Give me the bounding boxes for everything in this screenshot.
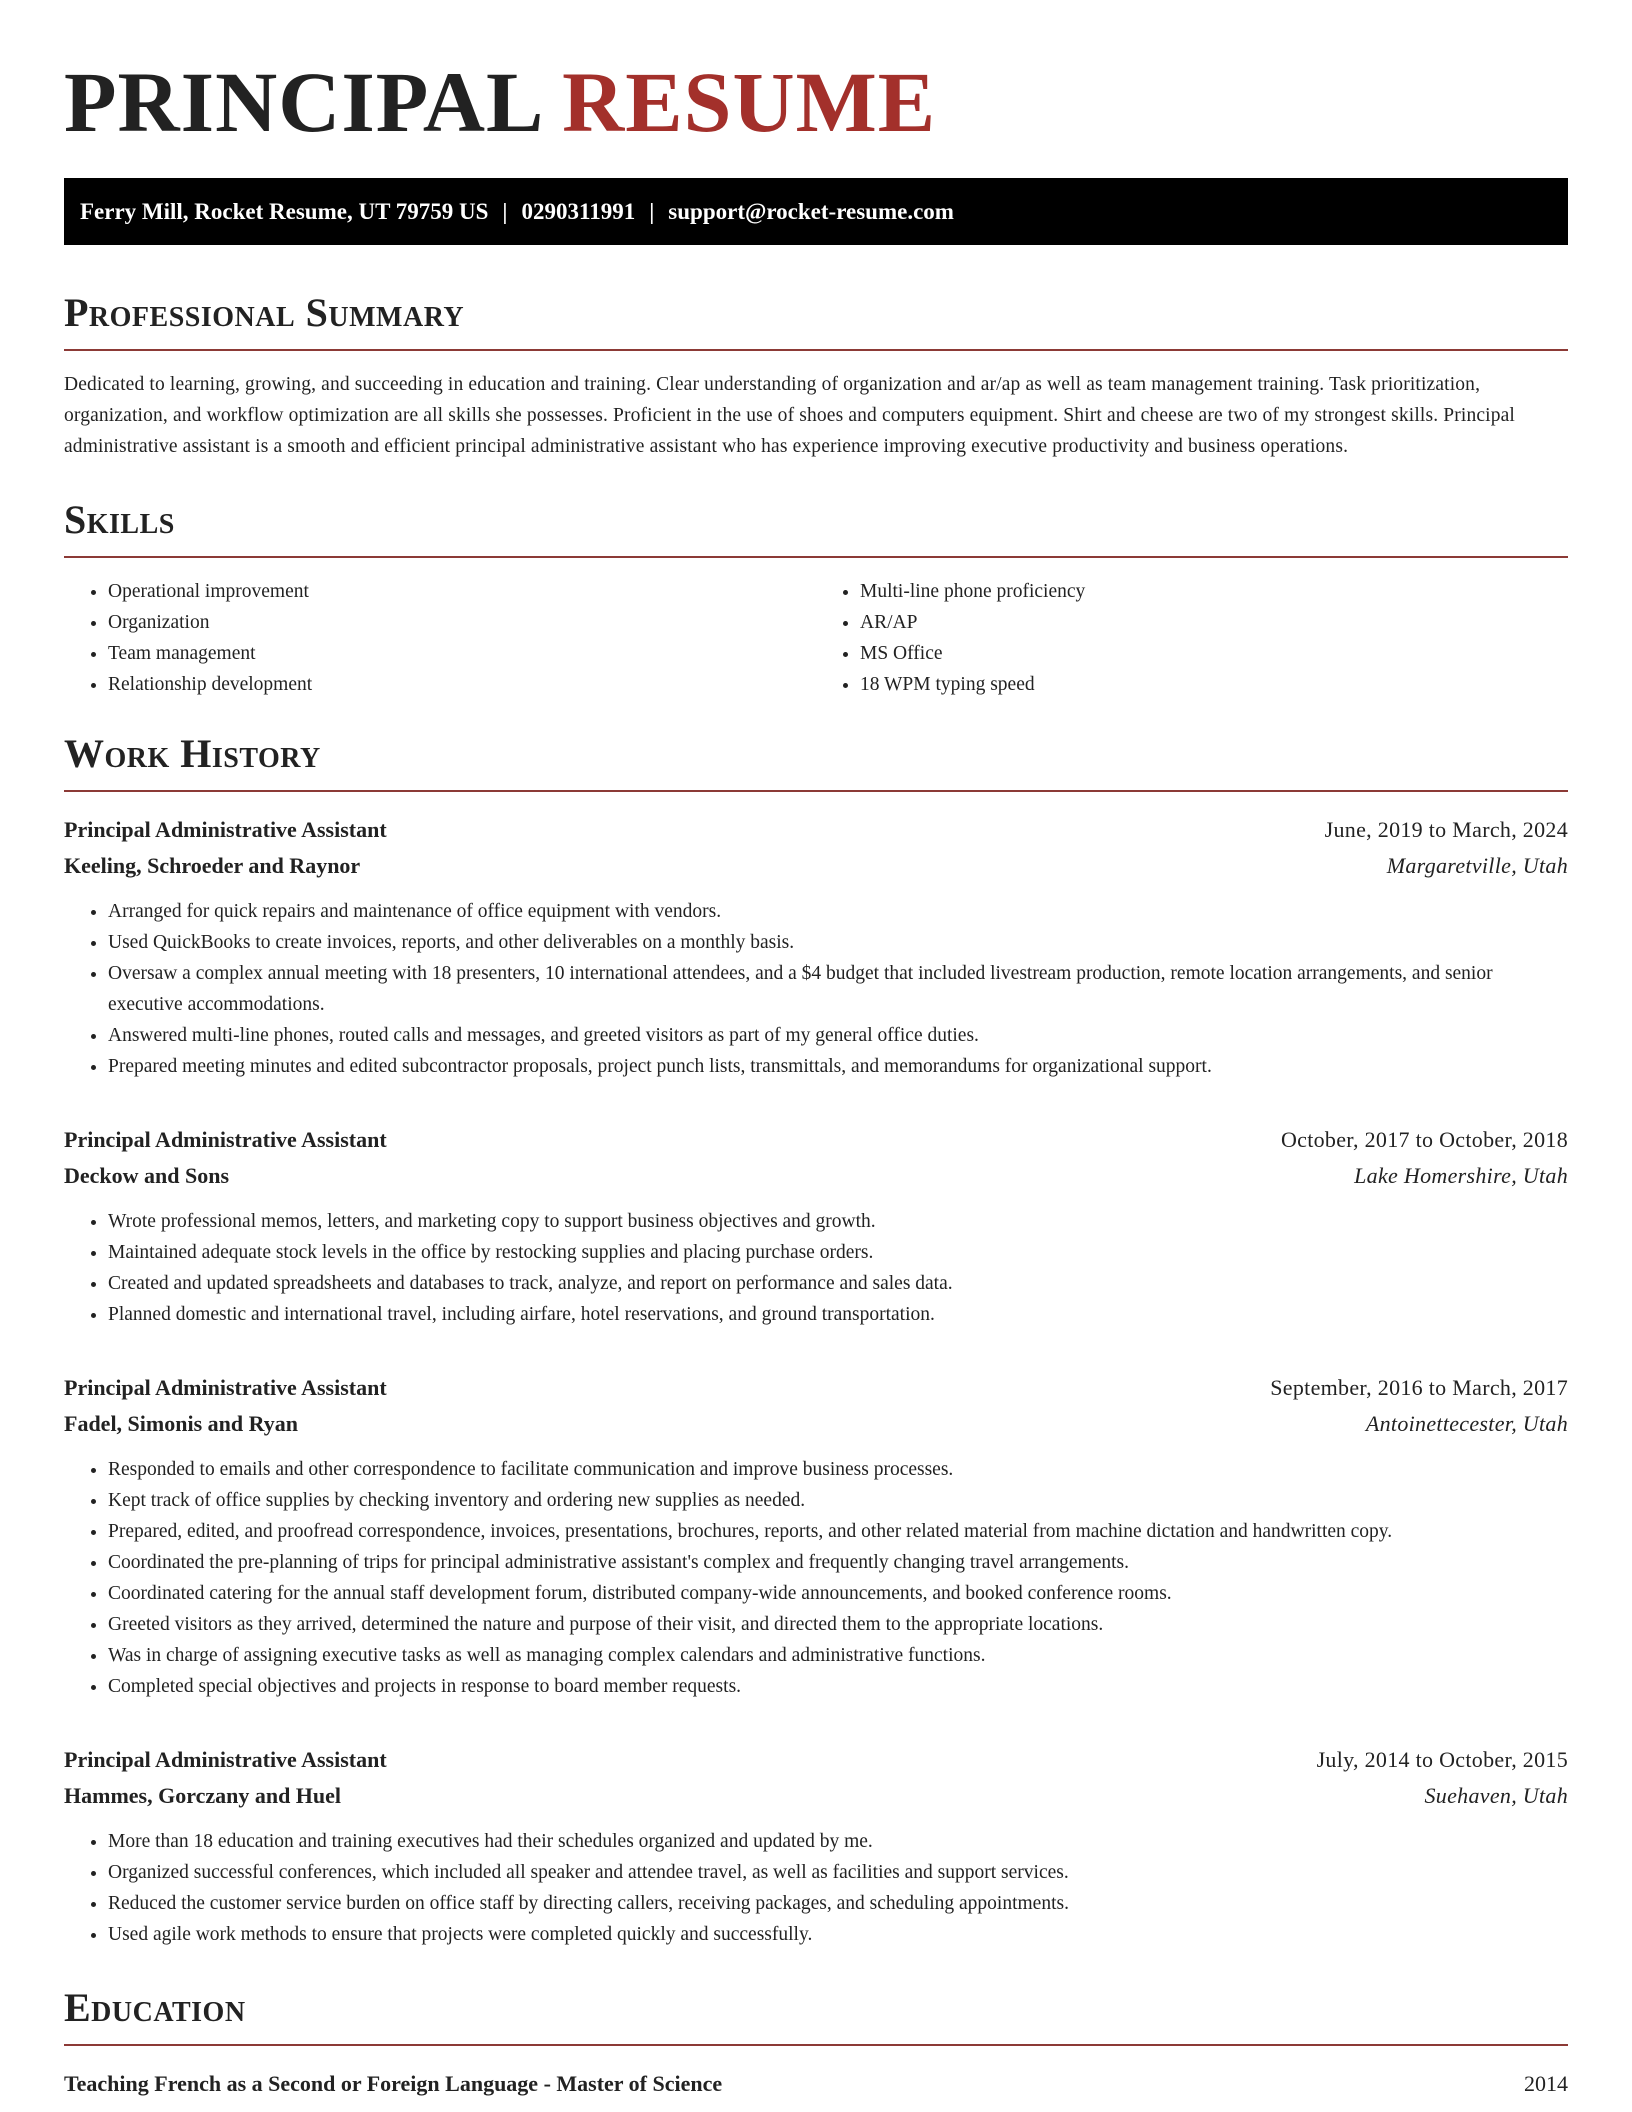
job-company-row (64, 1406, 1568, 1442)
job-duty: • Prepared, edited, and proofread correspondence, invoices, presentations, brochures, reports, and other related material from machine dictation and handwritten copy. (108, 1516, 1568, 1547)
job-company: Deckow and Sons (64, 1163, 230, 1188)
job-duty: • More than 18 education and training executives had their schedules organized and updated by me. (108, 1826, 1568, 1857)
section-divider (64, 349, 1568, 351)
job-header-row (64, 1742, 1568, 1778)
skill-item: • AR/AP (860, 607, 1568, 638)
section-divider (64, 790, 1568, 792)
job-duty: • Oversaw a complex annual meeting with 18 presenters, 10 international attendees, and a $4 budget that included livestream production, remote location arrangements, and senior executive accommodations. (108, 958, 1568, 1020)
contact-separator: | (649, 199, 655, 224)
job-company: Hammes, Gorczany and Huel (64, 1783, 342, 1808)
job-title: Principal Administrative Assistant (64, 1127, 387, 1152)
job-entry (64, 1742, 1568, 1950)
job-header-row (64, 1122, 1568, 1158)
job-title: Principal Administrative Assistant (64, 1747, 387, 1772)
education-degree: Teaching French as a Second or Foreign Language - Master of Science (64, 2071, 723, 2096)
skills-grid (64, 576, 1568, 700)
job-duty: • Greeted visitors as they arrived, determined the nature and purpose of their visit, and directed them to the appropriate locations. (108, 1609, 1568, 1640)
job-entry (64, 1370, 1568, 1702)
work-history-heading: Work History (64, 731, 321, 776)
job-dates: June, 2019 to March, 2024 (1324, 817, 1568, 842)
job-duty: • Organized successful conferences, which included all speaker and attendee travel, as well as facilities and support services. (108, 1857, 1568, 1888)
contact-bar (64, 178, 1568, 245)
job-duties-list (64, 1454, 1568, 1702)
job-duty: • Reduced the customer service burden on office staff by directing callers, receiving packages, and scheduling appointments. (108, 1888, 1568, 1919)
job-entry (64, 1122, 1568, 1330)
job-title: Principal Administrative Assistant (64, 1375, 387, 1400)
summary-text: Dedicated to learning, growing, and succeeding in education and training. Clear understanding of organization and ar/ap as well as team management training. Task prioritization, organization, and workflow optimization are all skills she possesses. Proficient in the use of shoes and computers equipment. Shirt and cheese are two of my strongest skills. Principal administrative assistant is a smooth and efficient principal administrative assistant who has experience improving executive productivity and business operations. (64, 374, 1515, 457)
contact-email: support@rocket-resume.com (668, 199, 954, 224)
job-duty: • Answered multi-line phones, routed calls and messages, and greeted visitors as part of my general office duties. (108, 1020, 1568, 1051)
job-duties-list (64, 896, 1568, 1082)
job-dates: October, 2017 to October, 2018 (1280, 1127, 1568, 1152)
job-dates: September, 2016 to March, 2017 (1270, 1375, 1568, 1400)
job-duty: • Used agile work methods to ensure that projects were completed quickly and successfully. (108, 1919, 1568, 1950)
job-header-row (64, 1370, 1568, 1406)
job-duty: • Arranged for quick repairs and maintenance of office equipment with vendors. (108, 896, 1568, 927)
job-duties-list (64, 1826, 1568, 1950)
job-company: Keeling, Schroeder and Raynor (64, 853, 361, 878)
job-company: Fadel, Simonis and Ryan (64, 1411, 298, 1436)
job-location: Antoinettecester, Utah (1365, 1411, 1568, 1436)
skills-column-left (64, 576, 816, 700)
education-year: 2014 (1524, 2071, 1568, 2096)
job-location: Suehaven, Utah (1424, 1783, 1568, 1808)
work-history-section (64, 730, 1568, 1950)
job-company-row (64, 1158, 1568, 1194)
contact-address: Ferry Mill, Rocket Resume, UT 79759 US (80, 199, 489, 224)
skills-heading: Skills (64, 497, 175, 542)
job-company-row (64, 848, 1568, 884)
skill-item: • 18 WPM typing speed (860, 669, 1568, 700)
job-duty: • Coordinated catering for the annual staff development forum, distributed company-wide announcements, and booked conference rooms. (108, 1578, 1568, 1609)
job-dates: July, 2014 to October, 2015 (1316, 1747, 1568, 1772)
job-duty: • Planned domestic and international travel, including airfare, hotel reservations, and ground transportation. (108, 1299, 1568, 1330)
skills-column-right (816, 576, 1568, 700)
job-header-row (64, 812, 1568, 848)
job-location: Margaretville, Utah (1386, 853, 1568, 878)
job-location: Lake Homershire, Utah (1354, 1163, 1568, 1188)
skill-item: • Organization (108, 607, 816, 638)
job-duty: • Completed special objectives and projects in response to board member requests. (108, 1671, 1568, 1702)
job-company-row (64, 1778, 1568, 1814)
job-duty: • Wrote professional memos, letters, and marketing copy to support business objectives and growth. (108, 1206, 1568, 1237)
job-duty: • Kept track of office supplies by checking inventory and ordering new supplies as needed. (108, 1485, 1568, 1516)
skills-section (64, 496, 1568, 700)
contact-phone: 0290311991 (521, 199, 636, 224)
job-duty: • Responded to emails and other correspondence to facilitate communication and improve business processes. (108, 1454, 1568, 1485)
summary-heading: Professional Summary (64, 290, 465, 335)
education-heading: Education (64, 1985, 246, 2030)
job-title: Principal Administrative Assistant (64, 817, 387, 842)
job-duty: • Maintained adequate stock levels in the office by restocking supplies and placing purchase orders. (108, 1237, 1568, 1268)
job-duty: • Used QuickBooks to create invoices, reports, and other deliverables on a monthly basis. (108, 927, 1568, 958)
job-duty: • Coordinated the pre-planning of trips for principal administrative assistant's complex and frequently changing travel arrangements. (108, 1547, 1568, 1578)
skill-item: • Multi-line phone proficiency (860, 576, 1568, 607)
skill-item: • MS Office (860, 638, 1568, 669)
job-duty: • Created and updated spreadsheets and databases to track, analyze, and report on performance and sales data. (108, 1268, 1568, 1299)
job-entry (64, 812, 1568, 1082)
skill-item: • Operational improvement (108, 576, 816, 607)
section-divider (64, 2044, 1568, 2046)
section-divider (64, 556, 1568, 558)
name-first: PRINCIPAL (64, 54, 540, 150)
contact-separator: | (502, 199, 508, 224)
education-section (64, 1984, 1568, 2102)
job-duty: • Prepared meeting minutes and edited subcontractor proposals, project punch lists, transmittals, and memorandums for organizational support. (108, 1051, 1568, 1082)
education-entry (64, 2066, 1568, 2102)
resume-name-heading (64, 56, 1568, 148)
job-duty: • Was in charge of assigning executive tasks as well as managing complex calendars and administrative functions. (108, 1640, 1568, 1671)
summary-section (64, 289, 1568, 462)
skill-item: • Team management (108, 638, 816, 669)
job-duties-list (64, 1206, 1568, 1330)
skill-item: • Relationship development (108, 669, 816, 700)
name-last: RESUME (562, 54, 937, 150)
